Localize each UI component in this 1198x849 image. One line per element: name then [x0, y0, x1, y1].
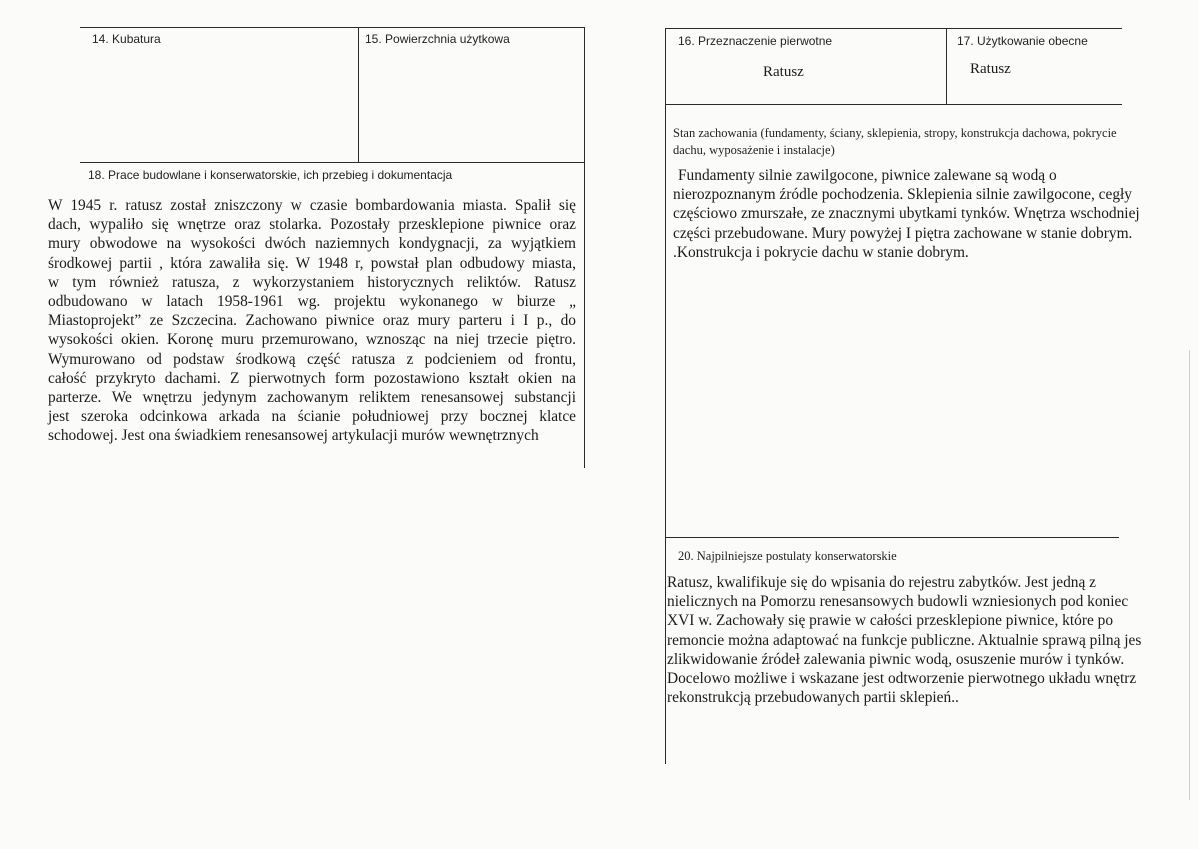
field-20-label: 20. Najpilniejsze postulaty konserwatorskie: [678, 549, 897, 563]
prace-text-line: parterze. We wnętrzu jedynym zachowanym reliktem renesansowej substancji: [48, 389, 576, 407]
rule-above-18: [80, 162, 585, 163]
prace-text: [48, 196, 576, 446]
postulaty-text-line: nielicznych na Pomorzu renesansowych budowli wzniesionych pod koniec: [667, 593, 1129, 611]
stan-text-line: nierozpoznanym źródle pochodzenia. Sklepienia silnie zawilgocone, cegły: [673, 186, 1132, 204]
prace-text-line: Wymurowano od podstaw środkową część ratusza z podcieniem od frontu,: [48, 350, 576, 368]
prace-text-line: dach, wypaliło się wnętrze oraz stolarka. Pozostały przesklepione piwnice oraz: [48, 216, 576, 234]
prace-text-line: schodowej. Jest ona świadkiem renesansowej artykulacji murów wewnętrznych: [48, 427, 539, 445]
prace-text-line: W 1945 r. ratusz został zniszczony w czasie bombardowania miasta. Spalił się: [48, 197, 576, 214]
field-16-value: Ratusz: [763, 64, 804, 80]
top-rule-left: [80, 27, 585, 28]
postulaty-text-line: zlikwidowanie źródeł zalewania piwnic wodą, osuszenie murów i tynków.: [667, 650, 1125, 668]
divider-center: [665, 28, 666, 764]
prace-text-line: jest szeroka odcinkowa arkada na ścianie południowej przy bocznej klatce: [48, 408, 576, 426]
stan-text-line: .Konstrukcja i pokrycie dachu w stanie dobrym.: [673, 243, 969, 261]
stan-text-line: częściowo zmurszałe, ze znacznymi ubytkami tynków. Wnętrza wschodniej: [673, 205, 1140, 223]
stan-label-line: dachu, wyposażenie i instalacje): [673, 143, 835, 157]
postulaty-text-line: Docelowo możliwe i wskazane jest odtworzenie pierwotnego układu wnętrz: [667, 670, 1137, 688]
rule-above-20: [666, 537, 1119, 538]
postulaty-text: [667, 573, 1141, 707]
top-rule-right: [666, 28, 1122, 29]
prace-text-line: wysokości okien. Koronę muru przemurowano, wznosząc na niej trzecie piętro.: [48, 331, 576, 349]
postulaty-text-line: Ratusz, kwalifikuje się do wpisania do rejestru zabytków. Jest jedną z: [667, 574, 1096, 591]
prace-text-line: Miastoprojekt” ze Szczecina. Zachowano piwnice oraz mury parteru i I p., do: [48, 312, 576, 330]
postulaty-text-line: rekonstrukcją przebudowanych partii sklepień..: [667, 689, 959, 707]
stan-label: [673, 125, 1193, 159]
stan-text: [673, 166, 1140, 262]
stan-text-line: części przebudowane. Mury powyżej I piętra zachowane w stanie dobrym.: [673, 224, 1133, 242]
field-18-label: 18. Prace budowlane i konserwatorskie, ich przebieg i dokumentacja: [88, 168, 453, 182]
divider-16-17: [946, 28, 947, 104]
prace-text-line: środkowej partii , która zawaliła się. W 1948 r, powstał plan odbudowy miasta,: [48, 254, 576, 272]
field-15-label: 15. Powierzchnia użytkowa: [365, 32, 510, 46]
stan-text-line: Fundamenty silnie zawilgocone, piwnice zalewane są wodą o: [678, 167, 1057, 184]
prace-text-line: mury obwodowe na wysokości dwóch naziemnych kondygnacji, za wyjątkiem: [48, 235, 576, 253]
postulaty-text-line: remoncie można adaptować na funkcje publiczne. Aktualnie sprawą pilną jes: [667, 631, 1142, 649]
prace-text-line: całość przykryto dachami. Z pierwotnych form pozostawiono kształt okien na: [48, 369, 576, 387]
divider-14-15: [358, 28, 359, 162]
field-17-label: 17. Użytkowanie obecne: [957, 34, 1088, 48]
rule-under-16-17: [666, 104, 1122, 105]
prace-text-line: odbudowano w latach 1958-1961 wg. projektu wykonanego w biurze „: [48, 293, 576, 311]
stan-label-line: Stan zachowania (fundamenty, ściany, sklepienia, stropy, konstrukcja dachowa, pokrycie: [673, 126, 1117, 140]
field-17-value: Ratusz: [970, 61, 1011, 77]
field-14-label: 14. Kubatura: [92, 32, 161, 46]
divider-15-18-right: [584, 28, 585, 468]
postulaty-text-line: XVI w. Zachowały się prawie w całości przesklepione piwnice, które po: [667, 612, 1114, 630]
scan-mark-right: [1189, 350, 1190, 800]
prace-text-line: w tym również ratusza, z wykorzystaniem historycznych reliktów. Ratusz: [48, 273, 576, 291]
field-16-label: 16. Przeznaczenie pierwotne: [678, 34, 833, 48]
